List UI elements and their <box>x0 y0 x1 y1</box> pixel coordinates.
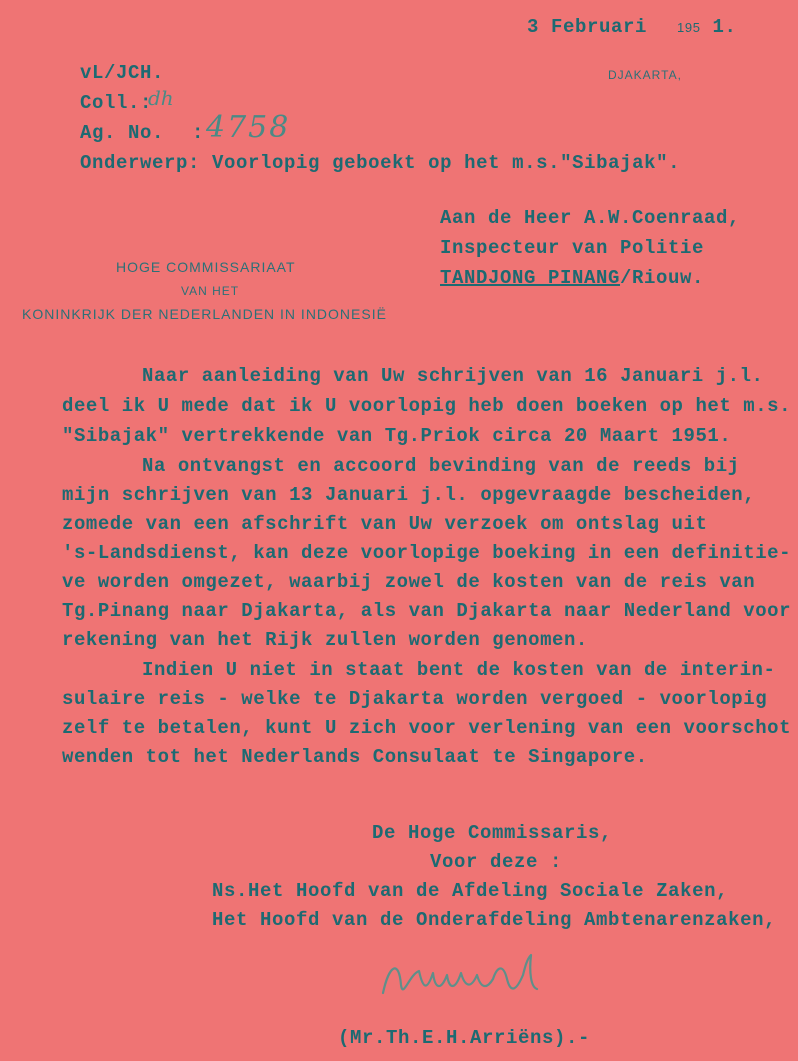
body-line: Na ontvangst en accoord bevinding van de reeds bij <box>142 455 740 477</box>
closing-line1: De Hoge Commissaris, <box>372 822 613 844</box>
body-line: ve worden omgezet, waarbij zowel de kosten van de reis van <box>62 571 756 593</box>
signatory-name: (Mr.Th.E.H.Arriëns).- <box>338 1027 591 1049</box>
place-printed: DJAKARTA, <box>608 68 682 82</box>
body-line: mijn schrijven van 13 Januari j.l. opgevraagde bescheiden, <box>62 484 756 506</box>
body-line: wenden tot het Nederlands Consulaat te Singapore. <box>62 746 648 768</box>
body-line: zelf te betalen, kunt U zich voor verlening van een voorschot <box>62 717 792 739</box>
subject-line: Onderwerp: Voorlopig geboekt op het m.s."Sibajak". <box>80 152 681 174</box>
addressee-location: TANDJONG PINANG/Riouw. <box>440 267 705 289</box>
body-line: 's-Landsdienst, kan deze voorlopige boeking in een definitie- <box>62 542 792 564</box>
body-line: "Sibajak" vertrekkende van Tg.Priok circa 20 Maart 1951. <box>62 425 732 447</box>
agenda-label: Ag. No. <box>80 122 165 144</box>
closing-line3: Ns.Het Hoofd van de Afdeling Sociale Zaken, <box>212 880 729 902</box>
letter-date: 3 Februari 195 1. <box>527 16 737 38</box>
body-line: zomede van een afschrift van Uw verzoek om ontslag uit <box>62 513 708 535</box>
closing-line2: Voor deze : <box>430 851 563 873</box>
addressee-name: Aan de Heer A.W.Coenraad, <box>440 207 741 229</box>
body-line: Indien U niet in staat bent de kosten van de interin- <box>142 659 776 681</box>
addressee-title: Inspecteur van Politie <box>440 237 705 259</box>
agenda-number-handwritten: 4758 <box>206 110 291 145</box>
letterhead-line1: HOGE COMMISSARIAAT <box>116 259 296 275</box>
reference-code: vL/JCH. <box>80 62 165 84</box>
coll-handwritten: dh <box>148 86 174 110</box>
letterhead-line3: KONINKRIJK DER NEDERLANDEN IN INDONESIË <box>22 306 387 322</box>
body-line: rekening van het Rijk zullen worden genomen. <box>62 629 588 651</box>
agenda-colon: : <box>192 122 205 144</box>
closing-line4: Het Hoofd van de Onderafdeling Ambtenarenzaken, <box>212 909 777 931</box>
body-line: Tg.Pinang naar Djakarta, als van Djakarta naar Nederland voor <box>62 600 792 622</box>
handwritten-signature <box>375 945 575 1015</box>
body-line: deel ik U mede dat ik U voorlopig heb doen boeken op het m.s. <box>62 395 792 417</box>
coll-label: Coll.: <box>80 92 153 114</box>
body-line: Naar aanleiding van Uw schrijven van 16 Januari j.l. <box>142 365 764 387</box>
letterhead-line2: VAN HET <box>181 284 240 298</box>
body-line: sulaire reis - welke te Djakarta worden vergoed - voorlopig <box>62 688 768 710</box>
